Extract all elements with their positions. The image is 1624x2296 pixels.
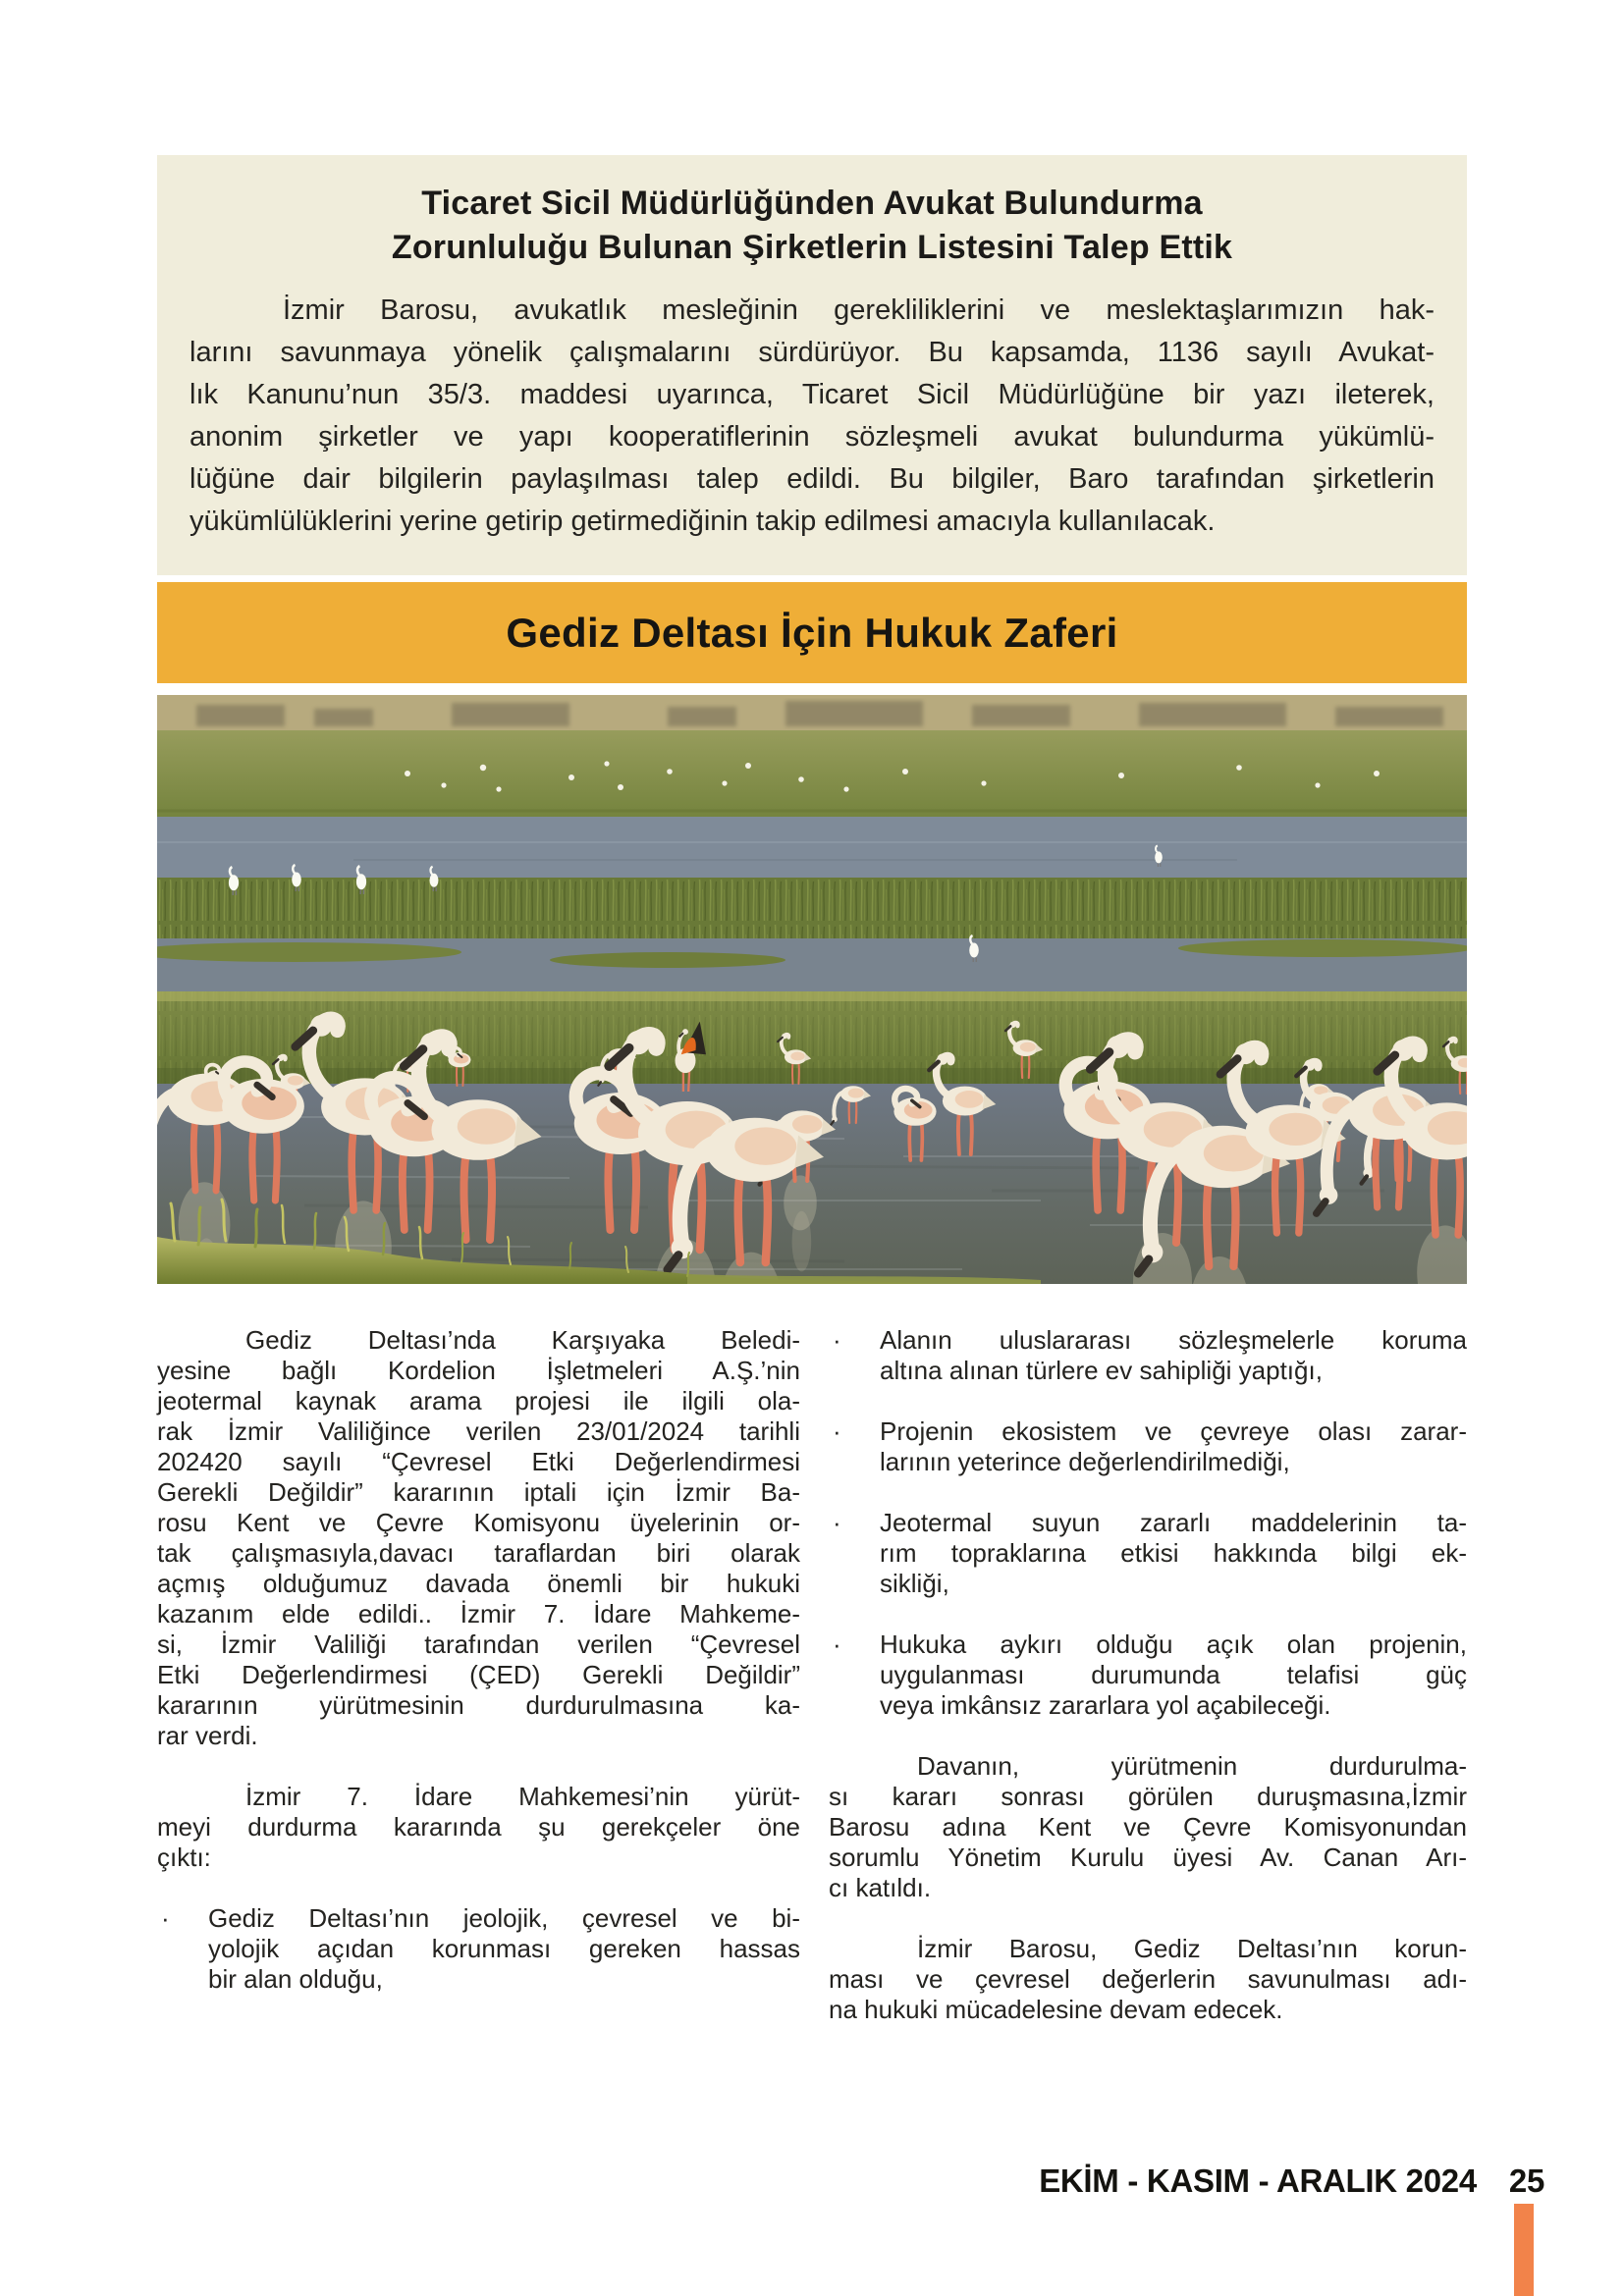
notice-title [189,182,1435,270]
text-line: İzmir 7. İdare Mahkemesi’nin yürüt- [245,1782,800,1811]
article-body [157,1325,1467,2056]
text-line: rım topraklarına etkisi hakkında bilgi ek- [880,1538,1467,1568]
article-title: Gediz Deltası İçin Hukuk Zaferi [506,609,1118,656]
text-line: larının yeterince değerlendirilmediği, [880,1447,1290,1476]
text-line: İzmir Barosu, Gediz Deltası’nın korun- [917,1934,1467,1963]
footer-page-number: 25 [1508,2163,1544,2199]
text-line: lüğüne dair bilgilerin paylaşılması talep edildi. Bu bilgiler, Baro tarafından şirketlerin [189,463,1435,495]
notice-box [157,155,1467,575]
bullet-marker: · [161,1903,170,1933]
text-line: Hukuka aykırı olduğu açık olan projenin, [880,1629,1467,1659]
page-footer [157,2162,1544,2201]
text-line: rar verdi. [157,1721,258,1750]
footer-accent-bar [1514,2204,1534,2296]
bullet-item [829,1325,1467,1386]
bullet-marker: · [833,1416,841,1446]
text-line: yükümlülüklerini yerine getirip getirmediğinin takip edilmesi amacıyla kullanılacak. [189,506,1216,537]
text-line: meyi durdurma kararında şu gerekçeler öne [157,1812,800,1842]
text-line: çıktı: [157,1842,211,1872]
text-line: Jeotermal suyun zararlı maddelerinin ta- [880,1508,1467,1537]
bullet-marker: · [833,1629,841,1659]
bullet-text [880,1508,1467,1599]
text-line: anonim şirketler ve yapı kooperatiflerinin sözleşmeli avukat bulundurma yükümlü- [189,421,1435,453]
text-line: veya imkânsız zararlara yol açabileceği. [880,1690,1331,1720]
notice-title-line-1: Ticaret Sicil Müdürlüğünden Avukat Bulundurma [421,185,1203,222]
bullet-item [157,1903,800,1995]
text-line: İzmir Barosu, avukatlık mesleğinin gerekliliklerini ve meslektaşlarımızın hak- [283,294,1435,326]
text-line: rak İzmir Valiliğince verilen 23/01/2024 tarihli [157,1416,800,1446]
flamingos-wetland-illustration [157,695,1467,1284]
text-line: jeotermal kaynak arama projesi ile ilgili ola- [157,1386,800,1415]
text-line: yesine bağlı Kordelion İşletmeleri A.Ş.’nin [157,1356,800,1385]
text-line: Davanın, yürütmenin durdurulma- [917,1751,1467,1781]
paragraph [829,1751,1467,1903]
notice-title-line-2: Zorunluluğu Bulunan Şirketlerin Listesini Talep Ettik [391,229,1233,266]
text-line: sikliği, [880,1569,949,1598]
text-line: Gerekli Değildir” kararının iptali için İzmir Ba- [157,1477,800,1507]
right-column [829,1325,1467,2056]
bullet-item [829,1508,1467,1599]
text-line: larını savunmaya yönelik çalışmalarını sürdürüyor. Bu kapsamda, 1136 sayılı Avukat- [189,337,1435,368]
text-line: kararının yürütmesinin durdurulmasına ka- [157,1690,800,1720]
left-column [157,1325,800,2056]
text-line: Projenin ekosistem ve çevreye olası zarar- [880,1416,1467,1446]
bullet-text [208,1903,800,1995]
bullet-item [829,1629,1467,1721]
text-line: Gediz Deltası’nın jeolojik, çevresel ve bi- [208,1903,800,1933]
text-line: si, İzmir Valiliği tarafından verilen “Çevresel [157,1629,800,1659]
paragraph [157,1782,800,1873]
text-line: altına alınan türlere ev sahipliği yaptığı, [880,1356,1323,1385]
bullet-text [880,1416,1467,1477]
footer-issue-label: EKİM - KASIM - ARALIK 2024 [1039,2163,1477,2199]
text-line: Barosu adına Kent ve Çevre Komisyonundan [829,1812,1467,1842]
text-line: yolojik açıdan korunması gereken hassas [208,1934,800,1963]
text-line: sı kararı sonrası görülen duruşmasına,İzmir [829,1782,1467,1811]
text-line: rosu Kent ve Çevre Komisyonu üyelerinin or- [157,1508,800,1537]
paragraph [157,1325,800,1751]
text-line: Etki Değerlendirmesi (ÇED) Gerekli Değildir” [157,1660,800,1689]
text-line: ması ve çevresel değerlerin savunulması adı- [829,1964,1467,1994]
bullet-text [880,1325,1467,1386]
paragraph [829,1934,1467,2025]
text-line: açmış olduğumuz davada önemli bir hukuki [157,1569,800,1598]
text-line: uygulanması durumunda telafisi güç [880,1660,1467,1689]
text-line: tak çalışmasıyla,davacı taraflardan biri olarak [157,1538,800,1568]
text-line: Alanın uluslararası sözleşmelerle koruma [880,1325,1467,1355]
article-title-banner [157,582,1467,683]
text-line: lık Kanunu’nun 35/3. maddesi uyarınca, Ticaret Sicil Müdürlüğüne bir yazı ileterek, [189,379,1435,410]
text-line: bir alan olduğu, [208,1964,383,1994]
notice-body [189,290,1435,543]
article-photo [157,695,1467,1284]
bullet-marker: · [833,1508,841,1537]
text-line: kazanım elde edildi.. İzmir 7. İdare Mahkeme- [157,1599,800,1629]
bullet-text [880,1629,1467,1721]
bullet-marker: · [833,1325,841,1355]
bullet-item [829,1416,1467,1477]
text-line: na hukuki mücadelesine devam edecek. [829,1995,1283,2024]
text-line: cı katıldı. [829,1873,932,1902]
text-line: sorumlu Yönetim Kurulu üyesi Av. Canan Arı- [829,1842,1467,1872]
text-line: 202420 sayılı “Çevresel Etki Değerlendirmesi [157,1447,800,1476]
text-line: Gediz Deltası’nda Karşıyaka Beledi- [245,1325,800,1355]
